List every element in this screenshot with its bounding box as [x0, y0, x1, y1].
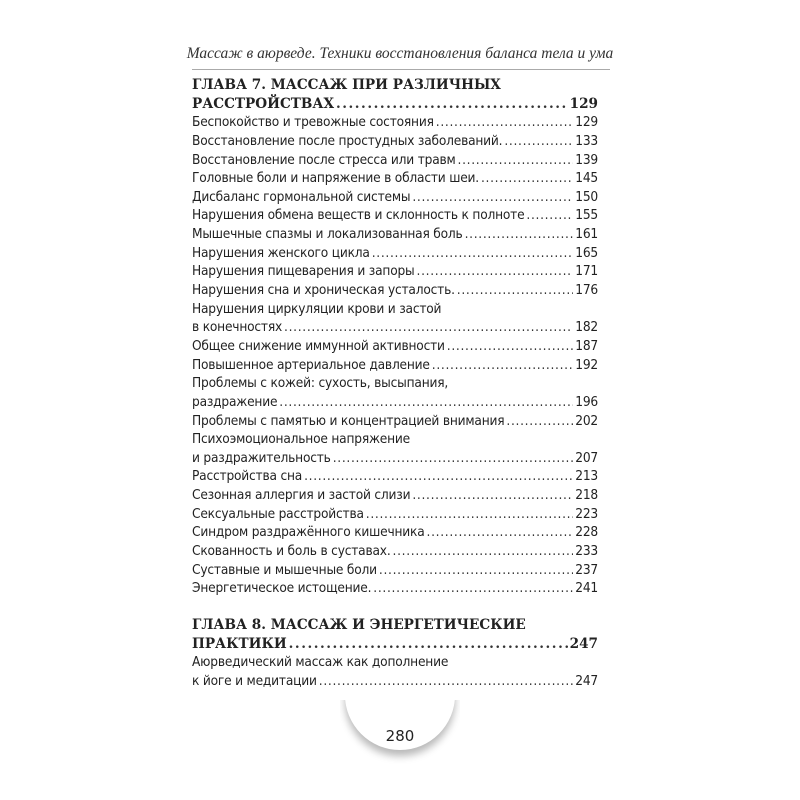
toc-entry-line[interactable]: [192, 653, 598, 672]
dot-leader: [412, 486, 573, 505]
page-ref[interactable]: 241: [575, 580, 598, 597]
toc-entry-line[interactable]: [192, 318, 598, 337]
chapter-heading-line[interactable]: [192, 76, 598, 95]
toc-entry-line[interactable]: [192, 206, 598, 225]
entry-title: Скованность и боль в суставах.: [192, 543, 391, 560]
page-ref[interactable]: 192: [575, 356, 598, 373]
toc-entry-line[interactable]: [192, 412, 598, 431]
page-ref[interactable]: 171: [575, 263, 598, 280]
entry-title: Суставные и мышечные боли: [192, 561, 377, 578]
page-ref[interactable]: 233: [575, 543, 598, 560]
toc-entry-line[interactable]: [192, 561, 598, 580]
toc-entry-line[interactable]: [192, 169, 598, 188]
dot-leader: [504, 132, 573, 151]
page-ref[interactable]: 247: [569, 635, 598, 652]
entry-title: Сексуальные расстройства: [192, 505, 364, 522]
entry-title: к йоге и медитации: [192, 672, 317, 689]
dot-leader: [526, 206, 573, 225]
toc-entry-line[interactable]: [192, 467, 598, 486]
entry-title: в конечностях: [192, 319, 283, 336]
entry-title: и раздражительность: [192, 449, 331, 466]
toc-entry-line[interactable]: [192, 244, 598, 263]
entry-title: Головные боли и напряжение в области шеи.: [192, 170, 479, 187]
page-ref[interactable]: 129: [569, 95, 598, 112]
toc-entry-line[interactable]: [192, 188, 598, 207]
entry-title: Проблемы с кожей: сухость, высыпания,: [192, 375, 449, 392]
page-ref[interactable]: 145: [575, 170, 598, 187]
entry-title: Нарушения женского цикла: [192, 244, 370, 261]
toc-entry-line[interactable]: [192, 300, 598, 319]
dot-leader: [289, 635, 568, 654]
entry-title: Сезонная аллергия и застой слизи: [192, 487, 411, 504]
chapter-title: РАССТРОЙСТВАХ: [192, 95, 334, 112]
page-ref[interactable]: 133: [575, 132, 598, 149]
dot-leader: [336, 95, 568, 114]
toc-entry-line[interactable]: [192, 281, 598, 300]
entry-title: Синдром раздражённого кишечника: [192, 524, 425, 541]
toc-entry-line[interactable]: [192, 356, 598, 375]
page-ref[interactable]: 213: [575, 468, 598, 485]
entry-title: Нарушения сна и хроническая усталость.: [192, 282, 455, 299]
dot-leader: [379, 561, 573, 580]
dot-leader: [436, 113, 573, 132]
entry-title: Повышенное артериальное давление: [192, 356, 430, 373]
entry-title: Нарушения обмена веществ и склонность к полноте: [192, 207, 525, 224]
dot-leader: [393, 542, 574, 561]
running-head: Массаж в аюрведе. Техники восстановления баланса тела и ума: [186, 45, 614, 62]
toc-entry-line[interactable]: [192, 151, 598, 170]
page-ref[interactable]: 237: [575, 561, 598, 578]
dot-leader: [304, 467, 573, 486]
page-ref[interactable]: 223: [575, 505, 598, 522]
page-ref[interactable]: 155: [575, 207, 598, 224]
page-ref[interactable]: 176: [575, 282, 598, 299]
entry-title: Энергетическое истощение.: [192, 580, 372, 597]
toc-entry-line[interactable]: [192, 579, 598, 598]
dot-leader: [457, 281, 573, 300]
page-ref[interactable]: 182: [575, 319, 598, 336]
page-ref[interactable]: 139: [575, 151, 598, 168]
dot-leader: [284, 318, 573, 337]
dot-leader: [372, 244, 574, 263]
entry-title: Нарушения циркуляции крови и застой: [192, 300, 442, 317]
toc-entry-line[interactable]: [192, 449, 598, 468]
toc-entry-line[interactable]: [192, 672, 598, 691]
section-gap: [192, 598, 598, 616]
dot-leader: [417, 262, 574, 281]
page-ref[interactable]: 202: [575, 412, 598, 429]
entry-title: Общее снижение иммунной активности: [192, 337, 445, 354]
dot-leader: [412, 188, 573, 207]
toc-entry-line[interactable]: [192, 393, 598, 412]
table-of-contents: [192, 76, 598, 691]
dot-leader: [506, 412, 573, 431]
entry-title: Восстановление после стресса или травм: [192, 151, 456, 168]
toc-entry-line[interactable]: [192, 505, 598, 524]
entry-title: Аюрведический массаж как дополнение: [192, 654, 449, 671]
entry-title: Нарушения пищеварения и запоры: [192, 263, 415, 280]
dot-leader: [366, 505, 573, 524]
chapter-title: ГЛАВА 8. МАССАЖ И ЭНЕРГЕТИЧЕСКИЕ: [192, 616, 526, 633]
dot-leader: [465, 225, 574, 244]
page-ref[interactable]: 247: [575, 672, 598, 689]
dot-leader: [427, 523, 574, 542]
page-ref[interactable]: 228: [575, 524, 598, 541]
toc-entry-line[interactable]: [192, 542, 598, 561]
chapter-heading-line[interactable]: [192, 95, 598, 114]
toc-section-1: [192, 76, 598, 598]
entry-title: Дисбаланс гормональной системы: [192, 188, 411, 205]
entry-title: Проблемы с памятью и концентрацией внимания: [192, 412, 505, 429]
entry-title: Беспокойство и тревожные состояния: [192, 114, 434, 131]
page-ref[interactable]: 165: [575, 244, 598, 261]
header-rule: [192, 69, 610, 70]
toc-entry-line[interactable]: [192, 337, 598, 356]
chapter-title: ПРАКТИКИ: [192, 635, 287, 652]
toc-entry-line[interactable]: [192, 486, 598, 505]
entry-title: Психоэмоциональное напряжение: [192, 431, 410, 448]
page-ref[interactable]: 150: [575, 188, 598, 205]
toc-section-2: [192, 598, 598, 691]
dot-leader: [447, 337, 573, 356]
toc-entry-line[interactable]: [192, 113, 598, 132]
toc-entry-line[interactable]: [192, 430, 598, 449]
page-ref[interactable]: 187: [575, 337, 598, 354]
entry-title: Восстановление после простудных заболеваний.: [192, 132, 503, 149]
dot-leader: [432, 356, 573, 375]
entry-title: раздражение: [192, 393, 278, 410]
toc-entry-line[interactable]: [192, 374, 598, 393]
toc-entry-line[interactable]: [192, 132, 598, 151]
dot-leader: [333, 449, 574, 468]
dot-leader: [458, 151, 574, 170]
dot-leader: [481, 169, 573, 188]
dot-leader: [279, 393, 573, 412]
entry-title: Расстройства сна: [192, 468, 303, 485]
toc-entry-line[interactable]: [192, 262, 598, 281]
page-ref[interactable]: 196: [575, 393, 598, 410]
folio-area: [340, 700, 460, 780]
page-ref[interactable]: 161: [575, 226, 598, 243]
page-number: 280: [385, 727, 415, 745]
page-ref[interactable]: 129: [575, 114, 598, 131]
chapter-title: ГЛАВА 7. МАССАЖ ПРИ РАЗЛИЧНЫХ: [192, 77, 501, 93]
dot-leader: [373, 579, 573, 598]
entry-title: Мышечные спазмы и локализованная боль: [192, 226, 463, 243]
toc-entry-line[interactable]: [192, 225, 598, 244]
chapter-heading-line[interactable]: [192, 616, 598, 635]
page-ref[interactable]: 218: [575, 487, 598, 504]
toc-entry-line[interactable]: [192, 523, 598, 542]
page-ref[interactable]: 207: [575, 449, 598, 466]
dot-leader: [319, 672, 574, 691]
chapter-heading-line[interactable]: [192, 635, 598, 654]
